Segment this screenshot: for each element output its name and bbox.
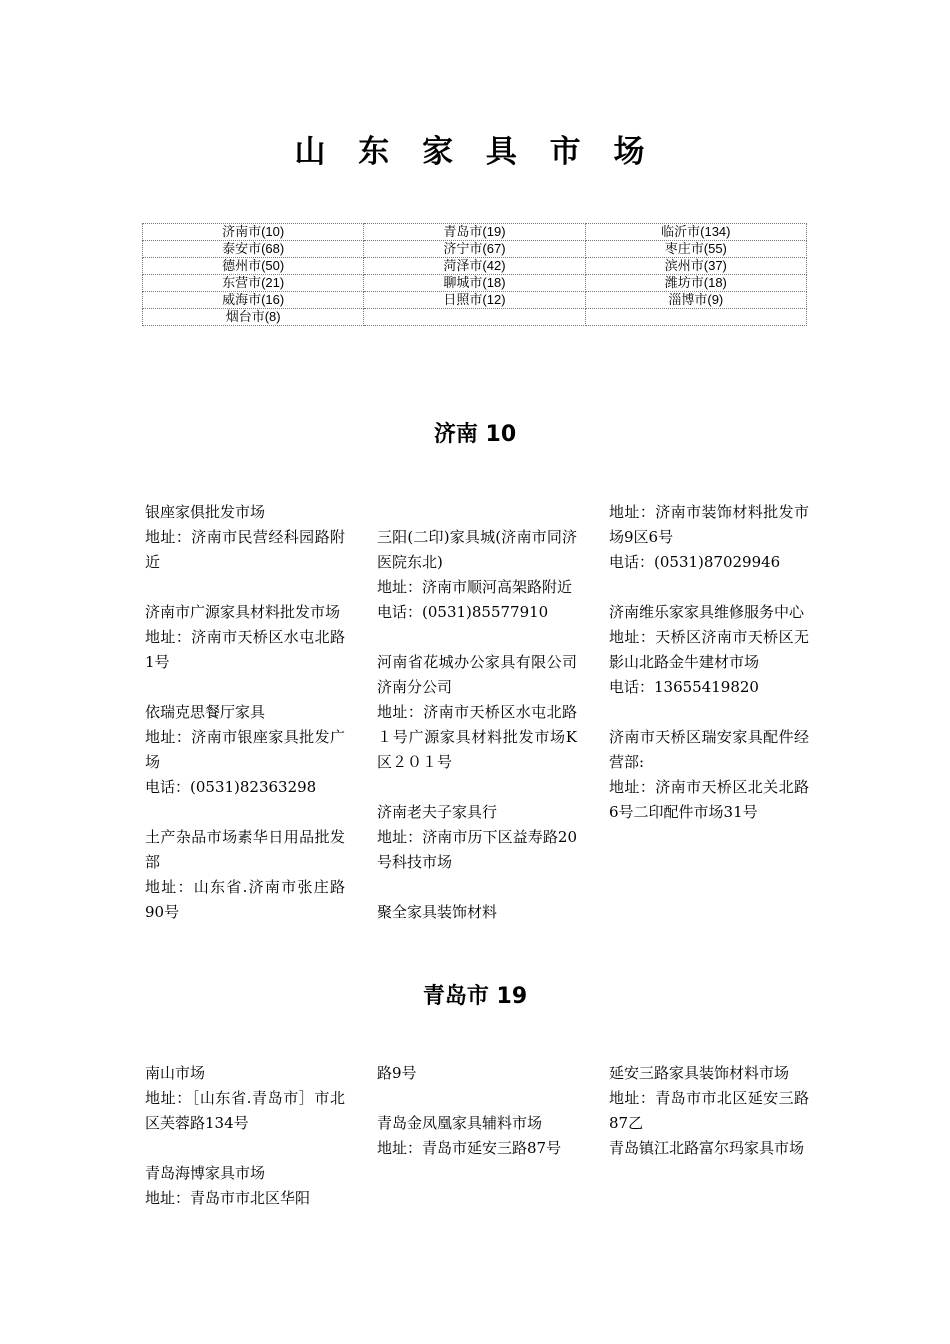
- listing-name: 济南老夫子家具行: [377, 803, 498, 821]
- table-cell: [585, 309, 806, 326]
- table-cell: 菏泽市(42): [364, 258, 585, 275]
- table-cell: 临沂市(134): [585, 224, 806, 241]
- table-cell: 滨州市(37): [585, 258, 806, 275]
- listing-name: 银座家俱批发市场: [145, 503, 266, 521]
- listing-address: 地址：济南市顺河高架路附近: [377, 578, 573, 596]
- table-row: [143, 241, 807, 258]
- listing-name: 河南省花城办公家具有限公司济南分公司: [377, 653, 577, 696]
- listing-name: 三阳(二印)家具城(济南市同济医院东北): [377, 528, 577, 571]
- listing-address: 地址：天桥区济南市天桥区无影山北路金牛建材市场: [609, 628, 809, 671]
- listing-address: 地址：青岛市市北区延安三路87乙: [609, 1089, 809, 1132]
- table-cell: 烟台市(8): [143, 309, 364, 326]
- listing-address: 地址：济南市民营经科园路附近: [145, 528, 345, 571]
- table-cell: 东营市(21): [143, 275, 364, 292]
- listing-phone: 电话：(0531)85577910: [377, 603, 549, 621]
- table-cell: 聊城市(18): [364, 275, 585, 292]
- jinan-column-3: [609, 500, 809, 825]
- listing-address: 地址：青岛市市北区华阳: [145, 1189, 311, 1207]
- listing-phone: 电话：(0531)82363298: [145, 778, 317, 796]
- listing-address: 地址：山东省.济南市张庄路90号: [145, 878, 345, 921]
- table-cell: 潍坊市(18): [585, 275, 806, 292]
- document-title: 山 东 家 具 市 场: [294, 134, 656, 170]
- section-heading-jinan: 济南 10: [433, 422, 517, 447]
- listing-address: 地址：［山东省.青岛市］市北区芙蓉路134号: [145, 1089, 345, 1132]
- qingdao-column-2: [377, 1061, 577, 1161]
- table-cell: 淄博市(9): [585, 292, 806, 309]
- listing-name: 青岛海博家具市场: [145, 1164, 266, 1182]
- table-row: [143, 309, 807, 326]
- table-cell: 青岛市(19): [364, 224, 585, 241]
- jinan-column-1: [145, 500, 345, 925]
- table-row: [143, 292, 807, 309]
- listing-name: 延安三路家具装饰材料市场: [609, 1064, 790, 1082]
- listing-name: 青岛金凤凰家具辅料市场: [377, 1114, 543, 1132]
- table-cell: 德州市(50): [143, 258, 364, 275]
- table-row: [143, 275, 807, 292]
- listing-address: 地址：青岛市延安三路87号: [377, 1139, 562, 1157]
- city-index-table: [142, 223, 807, 326]
- listing-name: 聚全家具装饰材料: [377, 903, 498, 921]
- listing-name: 依瑞克思餐厅家具: [145, 703, 266, 721]
- table-row: [143, 224, 807, 241]
- listing-address: 地址：济南市天桥区水屯北路１号广源家具材料批发市场K区２０１号: [377, 703, 577, 771]
- qingdao-column-3: [609, 1061, 809, 1161]
- listing-address: 地址：济南市历下区益寿路20号科技市场: [377, 828, 577, 871]
- listing-name: 土产杂品市场素华日用品批发部: [145, 828, 345, 871]
- listing-name: 济南市广源家具材料批发市场: [145, 603, 341, 621]
- listing-address: 路9号: [377, 1064, 417, 1082]
- table-row: [143, 258, 807, 275]
- table-cell: 枣庄市(55): [585, 241, 806, 258]
- listing-address: 地址：济南市天桥区北关北路6号二印配件市场31号: [609, 778, 809, 821]
- section-heading-qingdao: 青岛市 19: [422, 984, 528, 1009]
- jinan-column-2: [377, 525, 577, 925]
- listing-phone: 电话：13655419820: [609, 678, 759, 696]
- listing-address: 地址：济南市天桥区水屯北路1号: [145, 628, 345, 671]
- table-cell: 济宁市(67): [364, 241, 585, 258]
- listing-address: 地址：济南市银座家具批发广场: [145, 728, 345, 771]
- listing-name: 南山市场: [145, 1064, 206, 1082]
- table-cell: 泰安市(68): [143, 241, 364, 258]
- table-cell: [364, 309, 585, 326]
- listing-name: 青岛镇江北路富尔玛家具市场: [609, 1139, 805, 1157]
- listing-phone: 电话：(0531)87029946: [609, 553, 781, 571]
- qingdao-column-1: [145, 1061, 345, 1211]
- listing-name: 济南市天桥区瑞安家具配件经营部:: [609, 728, 809, 771]
- listing-address: 地址：济南市装饰材料批发市场9区6号: [609, 503, 809, 546]
- table-cell: 济南市(10): [143, 224, 364, 241]
- table-cell: 日照市(12): [364, 292, 585, 309]
- table-cell: 威海市(16): [143, 292, 364, 309]
- listing-name: 济南维乐家家具维修服务中心: [609, 603, 805, 621]
